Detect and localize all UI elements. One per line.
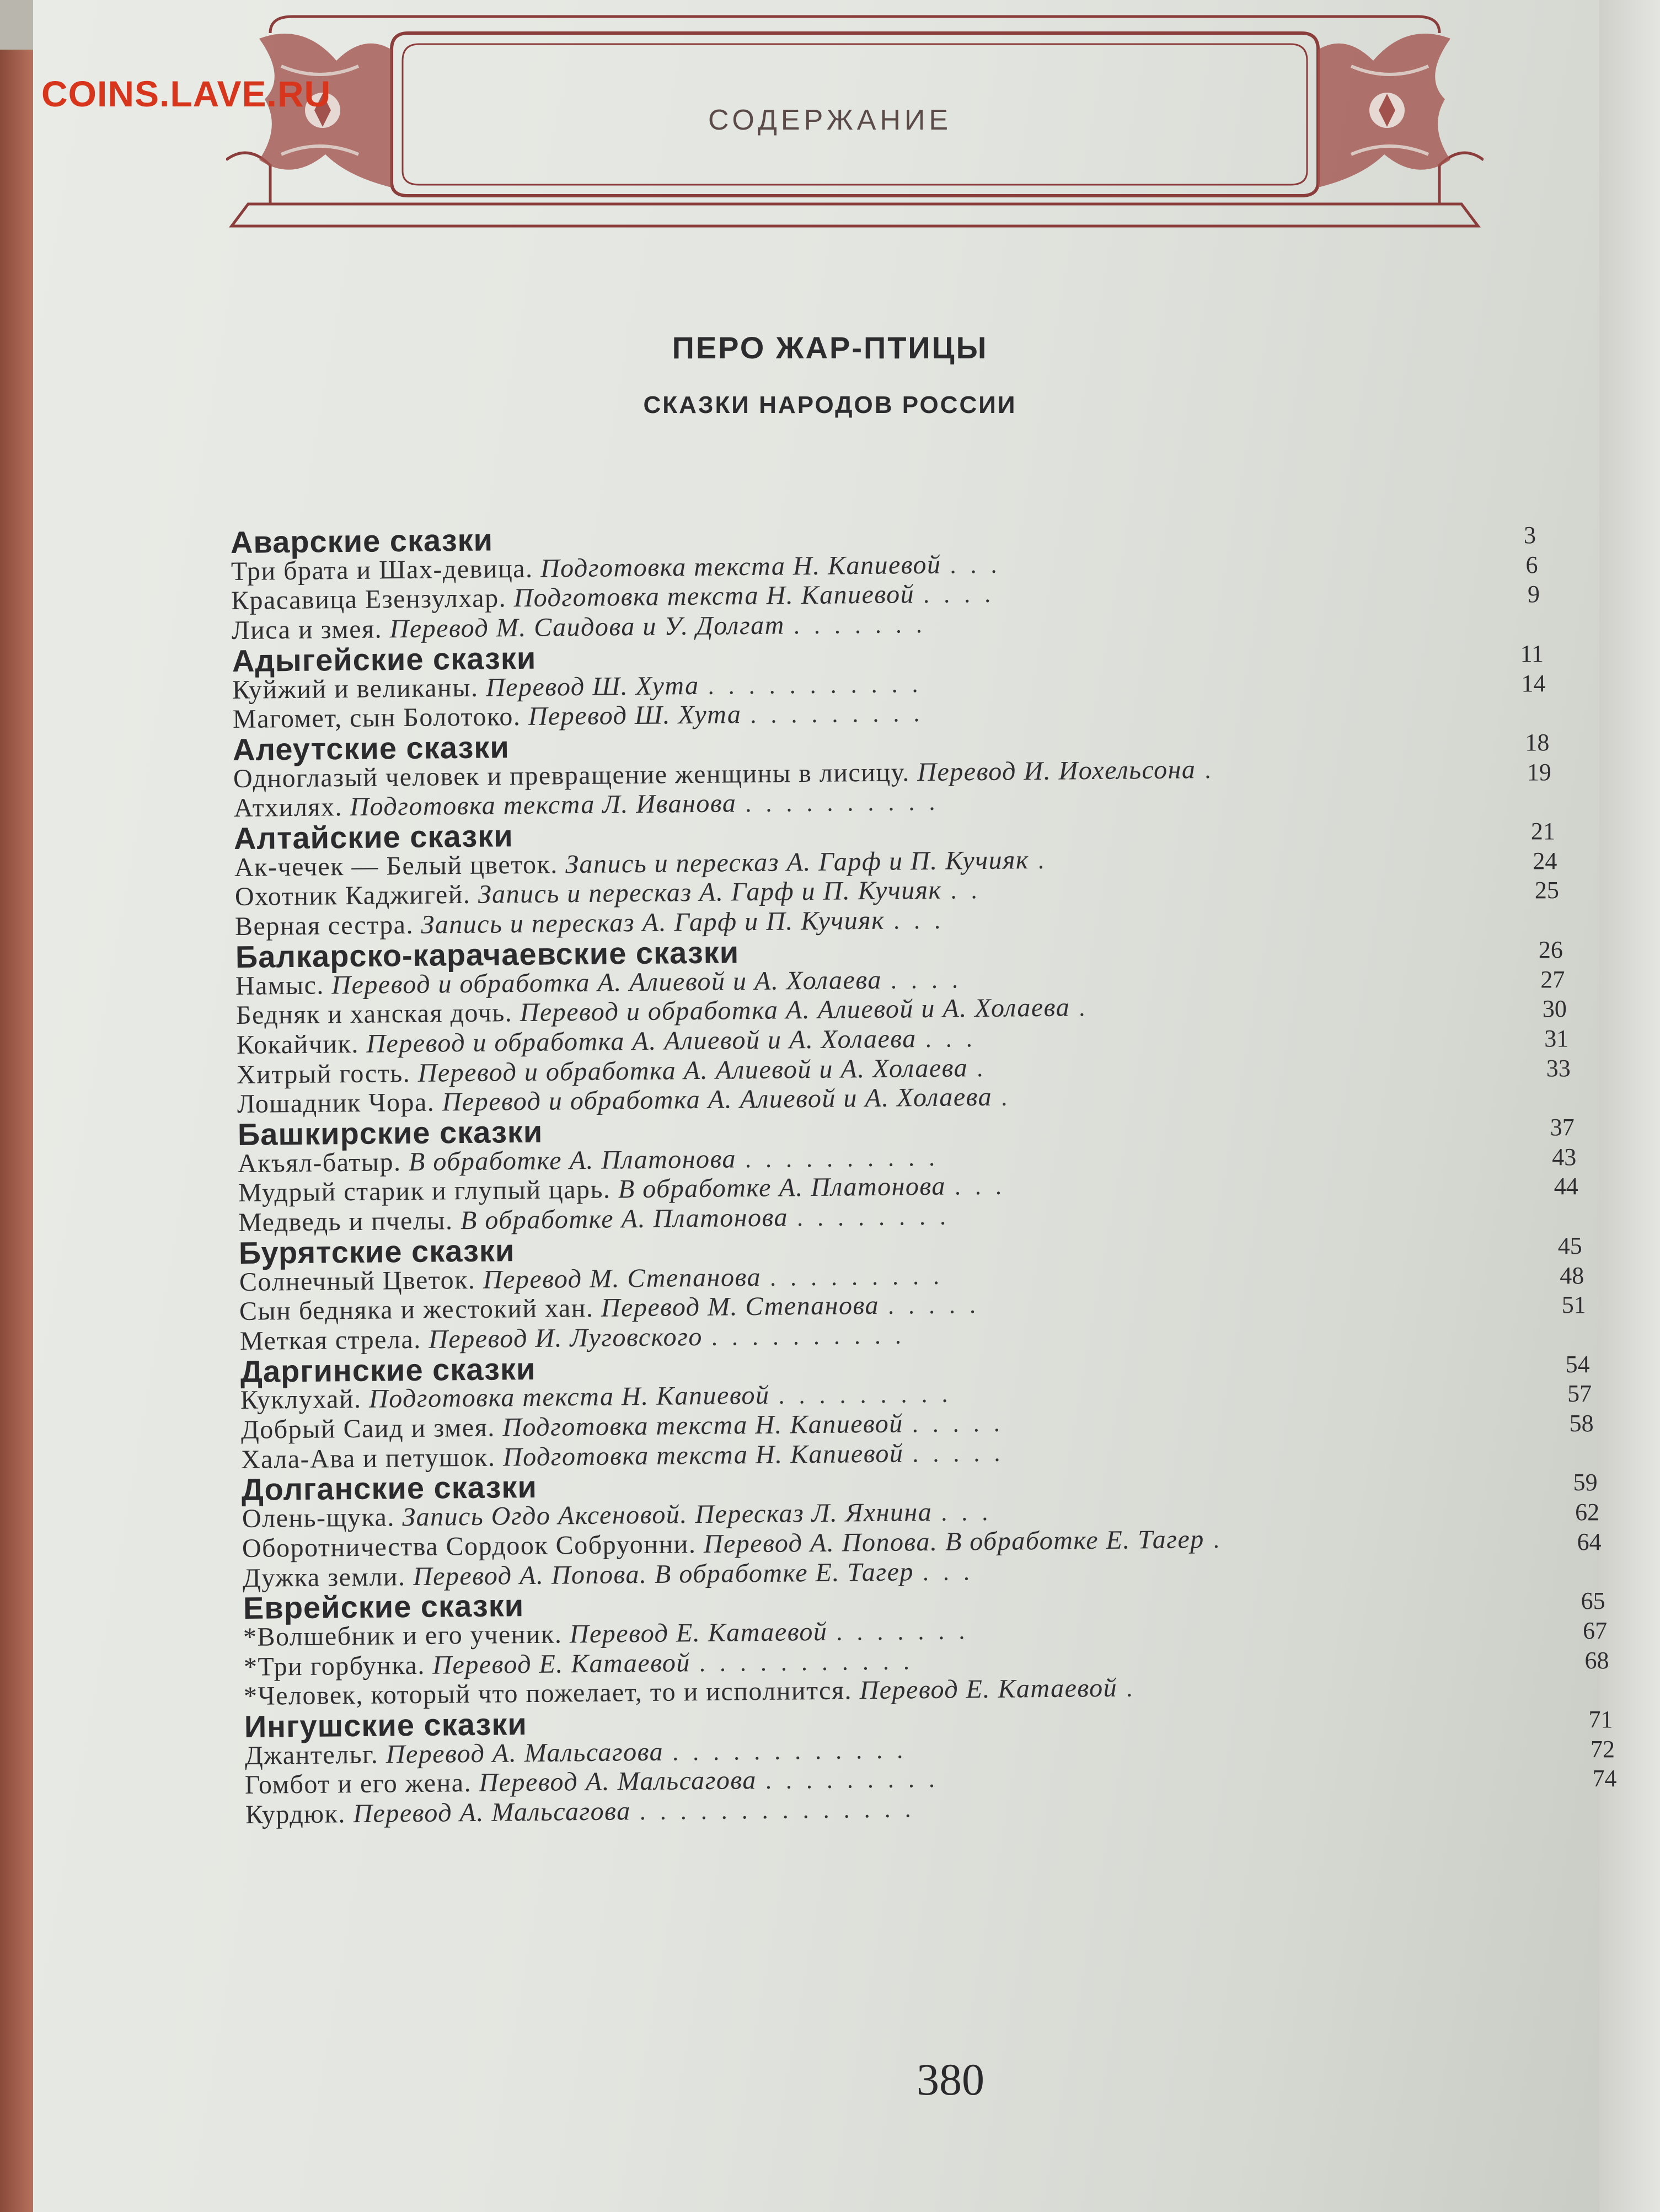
leader-dots: .... — [923, 580, 1005, 609]
entry-title: Верная сестра. — [234, 910, 421, 942]
entry-credit: Подготовка текста Л. Иванова — [349, 788, 737, 822]
entry-credit: Перевод М. Степанова — [483, 1262, 761, 1295]
entry-title: Куклухай. — [240, 1384, 370, 1415]
leader-dots: . — [977, 1054, 998, 1082]
page-reference: 19 — [1527, 758, 1551, 786]
entry-credit: В обработке А. Платонова — [618, 1172, 946, 1204]
entry-credit: Перевод Е. Катаевой — [569, 1617, 828, 1649]
page-reference: 43 — [1552, 1143, 1577, 1171]
entry-credit: Перевод А. Мальсагова — [479, 1765, 757, 1798]
leader-dots: .......... — [745, 788, 950, 818]
entry-credit: Перевод Ш. Хута — [485, 670, 699, 702]
leader-dots: ........... — [699, 1647, 924, 1677]
toc-entry — [233, 786, 949, 823]
entry-credit: Подготовка текста Н. Капиевой — [502, 1409, 903, 1442]
entry-title: Мудрый старик и глупый царь. — [238, 1174, 618, 1208]
page-reference: 45 — [1557, 1232, 1582, 1259]
leader-dots: ......... — [749, 699, 934, 729]
entry-title: Три брата и Шах-девица. — [231, 554, 540, 586]
entry-title: Гомбот и его жена. — [245, 1768, 480, 1800]
entry-title: Лошадник Чора. — [237, 1087, 442, 1119]
entry-title: Намыс. — [235, 970, 333, 1001]
leader-dots: ... — [940, 1498, 1003, 1526]
entry-credit: Перевод А. Мальсагова — [385, 1737, 664, 1769]
page-reference: 71 — [1588, 1706, 1613, 1733]
page-reference: 33 — [1546, 1054, 1571, 1082]
section-heading: Алеутские сказки — [233, 729, 510, 767]
entry-credit: Подготовка текста Н. Капиевой — [513, 579, 915, 613]
entry-title: Меткая стрела. — [239, 1324, 429, 1356]
page-number: 380 — [917, 2054, 984, 2104]
page-reference: 14 — [1521, 669, 1546, 697]
entry-credit: Перевод Ш. Хута — [528, 700, 742, 732]
entry-title: Сын бедняка и жестокий хан. — [239, 1293, 602, 1327]
page-reference: 31 — [1544, 1024, 1569, 1052]
entry-credit: Подготовка текста Н. Капиевой — [540, 550, 941, 583]
page-reference: 67 — [1583, 1617, 1608, 1644]
page-reference: 9 — [1527, 581, 1540, 608]
entry-title: Куйжий и великаны. — [232, 673, 486, 705]
entry-title: Магомет, сын Болотоко. — [232, 702, 528, 734]
toc-entry — [245, 1793, 925, 1830]
entry-title: Акъял-батыр. — [237, 1147, 409, 1178]
entry-title: Оборотничества Сордоок Собруонни. — [242, 1529, 704, 1563]
page-reference: 48 — [1560, 1261, 1584, 1289]
page-reference: 58 — [1569, 1410, 1594, 1437]
toc-entry — [232, 609, 936, 646]
leader-dots: ......... — [769, 1262, 954, 1291]
leader-dots: . — [1204, 756, 1225, 783]
leader-dots: ... — [922, 1558, 984, 1586]
entry-credit: Перевод и обработка А. Алиевой и А. Холаева — [417, 1053, 968, 1088]
entry-title: Одноглазый человек и превращение женщины в лисицу. — [233, 757, 918, 793]
entry-title: Солнечный Цветок. — [239, 1265, 483, 1297]
page-reference: 6 — [1525, 551, 1538, 578]
entry-credit: Перевод и обработка А. Алиевой и А. Холаева — [442, 1082, 993, 1117]
watermark-text: COINS.LAVE.RU — [41, 73, 331, 114]
entry-title: Курдюк. — [245, 1799, 354, 1830]
leader-dots: .... — [890, 965, 973, 994]
page-reference: 25 — [1534, 877, 1559, 904]
page-reference: 59 — [1573, 1469, 1598, 1496]
toc-entry — [240, 1319, 915, 1356]
entry-credit: Перевод М. Саидова и У. Долгат — [389, 610, 785, 644]
entry-title: Лиса и змея. — [231, 614, 390, 646]
entry-title: Бедняк и ханская дочь. — [235, 998, 521, 1030]
page-reference: 72 — [1591, 1735, 1615, 1763]
leader-dots: . — [1000, 1083, 1022, 1111]
book-subtitle: СКАЗКИ НАРОДОВ РОССИИ — [643, 391, 1017, 418]
section-heading: Аварские сказки — [230, 522, 494, 560]
section-heading: Бурятские сказки — [238, 1232, 515, 1270]
leader-dots: .......... — [745, 1143, 950, 1173]
section-heading: Адыгейские сказки — [232, 640, 537, 678]
page-reference: 27 — [1540, 965, 1565, 993]
leader-dots: ........... — [708, 670, 933, 700]
entry-title: Дужка земли. — [242, 1561, 414, 1593]
leader-dots: ........ — [797, 1202, 961, 1232]
page-reference: 26 — [1538, 936, 1563, 963]
leader-dots: ... — [949, 551, 1011, 579]
entry-credit: Перевод А. Попова. В обработке Е. Тагер — [413, 1556, 914, 1591]
entry-title: Медведь и пчелы. — [238, 1206, 461, 1238]
section-heading: Балкарско-карачаевские сказки — [235, 935, 740, 974]
leader-dots: . — [1126, 1674, 1147, 1702]
toc-entry — [233, 697, 934, 734]
entry-credit: Перевод и обработка А. Алиевой и А. Холаева — [520, 992, 1070, 1028]
section-heading: Алтайские сказки — [233, 818, 514, 856]
book-title: ПЕРО ЖАР-ПТИЦЫ — [672, 330, 988, 365]
entry-title: Хала-Ава и петушок. — [241, 1442, 504, 1474]
leader-dots: ... — [925, 1024, 987, 1053]
leader-dots: ..... — [912, 1439, 1015, 1467]
entry-credit: Запись и пересказ А. Гарф и П. Кучияк — [565, 845, 1030, 879]
toc-entry — [238, 1201, 961, 1238]
entry-credit: Перевод и обработка А. Алиевой и А. Холаева — [366, 1024, 917, 1059]
section-heading: Даргинские сказки — [240, 1351, 536, 1389]
page-reference: 21 — [1530, 818, 1555, 845]
leader-dots: . — [1213, 1526, 1234, 1553]
page-reference: 54 — [1565, 1350, 1590, 1378]
entry-credit: Перевод и обработка А. Алиевой и А. Холаева — [331, 965, 882, 1000]
entry-credit: Запись и пересказ А. Гарф и П. Кучияк — [478, 876, 942, 910]
leader-dots: ... — [954, 1172, 1016, 1200]
entry-title: *Человек, который что пожелает, то и исполнится. — [244, 1676, 860, 1711]
entry-title: Атхилях. — [233, 792, 350, 823]
page-reference: 44 — [1554, 1173, 1578, 1200]
entry-title: *Волшебник и его ученик. — [243, 1619, 570, 1652]
entry-title: Кокайчик. — [236, 1029, 367, 1060]
page-reference: 57 — [1567, 1380, 1592, 1408]
leader-dots: .. — [950, 877, 992, 904]
section-heading: Долганские сказки — [241, 1469, 538, 1507]
page-reference: 24 — [1533, 847, 1557, 874]
entry-title: Хитрый гость. — [237, 1058, 419, 1089]
section-heading: Башкирские сказки — [237, 1114, 543, 1152]
entry-credit: Перевод М. Степанова — [601, 1291, 880, 1323]
leader-dots: . — [1037, 846, 1059, 874]
leader-dots: ....... — [793, 610, 936, 640]
page-reference: 11 — [1520, 640, 1544, 667]
entry-credit: Перевод А. Попова. В обработке Е. Тагер — [703, 1524, 1205, 1559]
page-reference: 37 — [1550, 1114, 1575, 1141]
leader-dots: . — [1078, 994, 1100, 1022]
leader-dots: .......... — [711, 1322, 916, 1351]
leader-dots: ..... — [888, 1291, 990, 1319]
entry-credit: Запись и пересказ А. Гарф и П. Кучияк — [421, 905, 885, 939]
entry-title: *Три горбунка. — [243, 1650, 433, 1682]
leader-dots: ..... — [912, 1409, 1014, 1438]
entry-credit: Подготовка текста Н. Капиевой — [368, 1381, 770, 1414]
page-reference: 65 — [1581, 1587, 1605, 1615]
entry-title: Красавица Езензулхар. — [231, 583, 515, 616]
page-reference: 18 — [1525, 728, 1550, 756]
page-reference: 62 — [1575, 1499, 1600, 1526]
entry-credit: Подготовка текста Н. Капиевой — [503, 1438, 904, 1472]
leader-dots: ....... — [836, 1617, 979, 1646]
page-reference: 74 — [1592, 1765, 1617, 1792]
entry-credit: Перевод И. Луговского — [428, 1322, 703, 1354]
leader-dots: ......... — [778, 1380, 962, 1409]
adjacent-page-fragments — [1599, 0, 1660, 2212]
leader-dots: ............ — [672, 1736, 918, 1766]
entry-credit: В обработке А. Платонова — [460, 1202, 789, 1236]
page-reference: 3 — [1524, 522, 1536, 549]
entry-title: Олень-щука. — [242, 1502, 403, 1534]
entry-credit: Перевод Е. Катаевой — [432, 1647, 691, 1680]
page-reference: 30 — [1542, 995, 1567, 1023]
entry-credit: Перевод Е. Катаевой — [859, 1673, 1118, 1705]
page-reference: 51 — [1561, 1291, 1586, 1319]
page-reference: 68 — [1584, 1646, 1609, 1674]
entry-credit: Запись Огдо Аксеновой. Пересказ Л. Яхнина — [401, 1497, 933, 1532]
leader-dots: ......... — [765, 1765, 950, 1795]
page-reference: 64 — [1577, 1528, 1602, 1555]
entry-credit: Перевод А. Мальсагова — [353, 1796, 631, 1829]
section-heading: Ингушские сказки — [244, 1706, 528, 1744]
leader-dots: ... — [893, 906, 955, 935]
entry-title: Охотник Каджигей. — [234, 880, 478, 912]
entry-title: Добрый Саид и змея. — [240, 1413, 503, 1445]
leader-dots: .............. — [639, 1795, 925, 1826]
entry-title: Джантельг. — [244, 1739, 386, 1770]
entry-title: Ак-чечек — Белый цветок. — [234, 849, 566, 882]
section-heading: Еврейские сказки — [243, 1588, 524, 1626]
contents-heading: СОДЕРЖАНИЕ — [708, 104, 952, 136]
entry-credit: В обработке А. Платонова — [408, 1144, 737, 1177]
entry-credit: Перевод И. Иохельсона — [917, 754, 1196, 787]
